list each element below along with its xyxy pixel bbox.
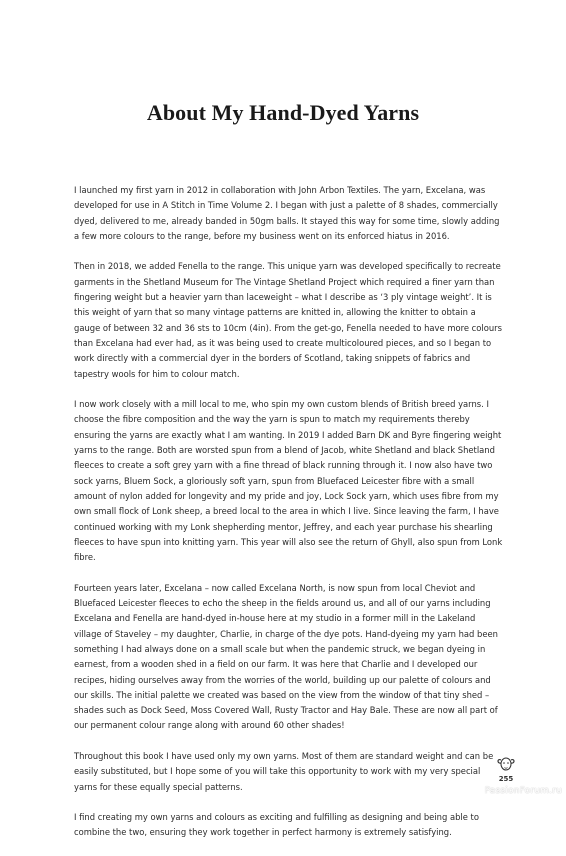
paragraph-3: I now work closely with a mill local to me, who spin my own custom blends of British breed yarns. I choose the fibre composition and the way the yarn is spun to match my requirements thereby ensuring the yarns are exactly what I am wanting. In 2019 I added Barn DK and Byre fingering weight yarns to the range. Both are worsted spun from a blend of Jacob, white Shetland and black Shetland fleeces to create a soft grey yarn with a fine thread of black running through it. I now also have two sock yarns, Bluem Sock, a gloriously soft yarn, spun from Bluefaced Leicester fibre with a small amount of nylon added for longevity and my pride and joy, Lock Sock yarn, which uses fibre from my own small flock of Lonk sheep, a breed local to the area in which I live. Since leaving the farm, I have continued working with my Lonk shepherding mentor, Jeffrey, and each year purchase his shearling fleeces to have spun into knitting yarn. This year will also see the return of Ghyll, also spun from Lonk fibre. xyxy=(74,399,503,563)
body-text xyxy=(74,183,504,856)
paragraph-4: Fourteen years later, Excelana – now called Excelana North, is now spun from local Cheviot and Bluefaced Leicester fleeces to echo the sheep in the fields around us, and all of our yarns including Excelana and Fenella are hand-dyed in-house here at my studio in a former mill in the Lakeland village of Staveley – my daughter, Charlie, in charge of the dye pots. Hand-dyeing my yarn had been something I had always done on a small scale but when the pandemic struck, we began dyeing in earnest, from a wooden shed in a field on our farm. It was here that Charlie and I developed our recipes, hiding ourselves away from the worries of the world, building up our palette of colours and our skills. The initial palette we created was based on the view from the window of that tiny shed – shades such as Dock Seed, Moss Covered Wall, Rusty Tractor and Hay Bale. These are now all part of our permanent colour range along with around 60 other shades! xyxy=(74,582,498,731)
page-footer xyxy=(484,754,528,788)
page-title: About My Hand-Dyed Yarns xyxy=(146,100,420,125)
sheep-icon xyxy=(495,754,517,774)
watermark: PassionForum.ru xyxy=(484,786,562,796)
paragraph-6: I find creating my own yarns and colours as exciting and fulfilling as designing and being able to combine the two, ensuring they work together in perfect harmony is extremely satisfying. xyxy=(74,812,479,838)
paragraph-2: Then in 2018, we added Fenella to the range. This unique yarn was developed specifically to recreate garments in the Shetland Museum for The Vintage Shetland Project which required a finer yarn than fingering weight but a heavier yarn than laceweight – what I describe as ‘3 ply vintage weight’. It is this weight of yarn that so many vintage patterns are knitted in, allowing the knitter to obtain a gauge of between 32 and 36 sts to 10cm (4in). From the get-go, Fenella needed to have more colours than Excelana had ever had, as it was being used to create multicoloured pieces, and so I began to work directly with a commercial dyer in the borders of Scotland, taking snippets of fabrics and tapestry wools for him to colour match. xyxy=(74,261,502,379)
paragraph-5: Throughout this book I have used only my own yarns. Most of them are standard weight and can be easily substituted, but I hope some of you will take this opportunity to work with my very special yarns for these equally special patterns. xyxy=(74,750,494,792)
page-number: 255 xyxy=(498,775,514,783)
paragraph-1: I launched my first yarn in 2012 in collaboration with John Arbon Textiles. The yarn, Excelana, was developed for use in A Stitch in Time Volume 2. I began with just a palette of 8 shades, commercially dyed, delivered to me, already banded in 50gm balls. It stayed this way for some time, slowly adding a few more colours to the range, before my business went on its enforced hiatus in 2016. xyxy=(74,185,500,241)
